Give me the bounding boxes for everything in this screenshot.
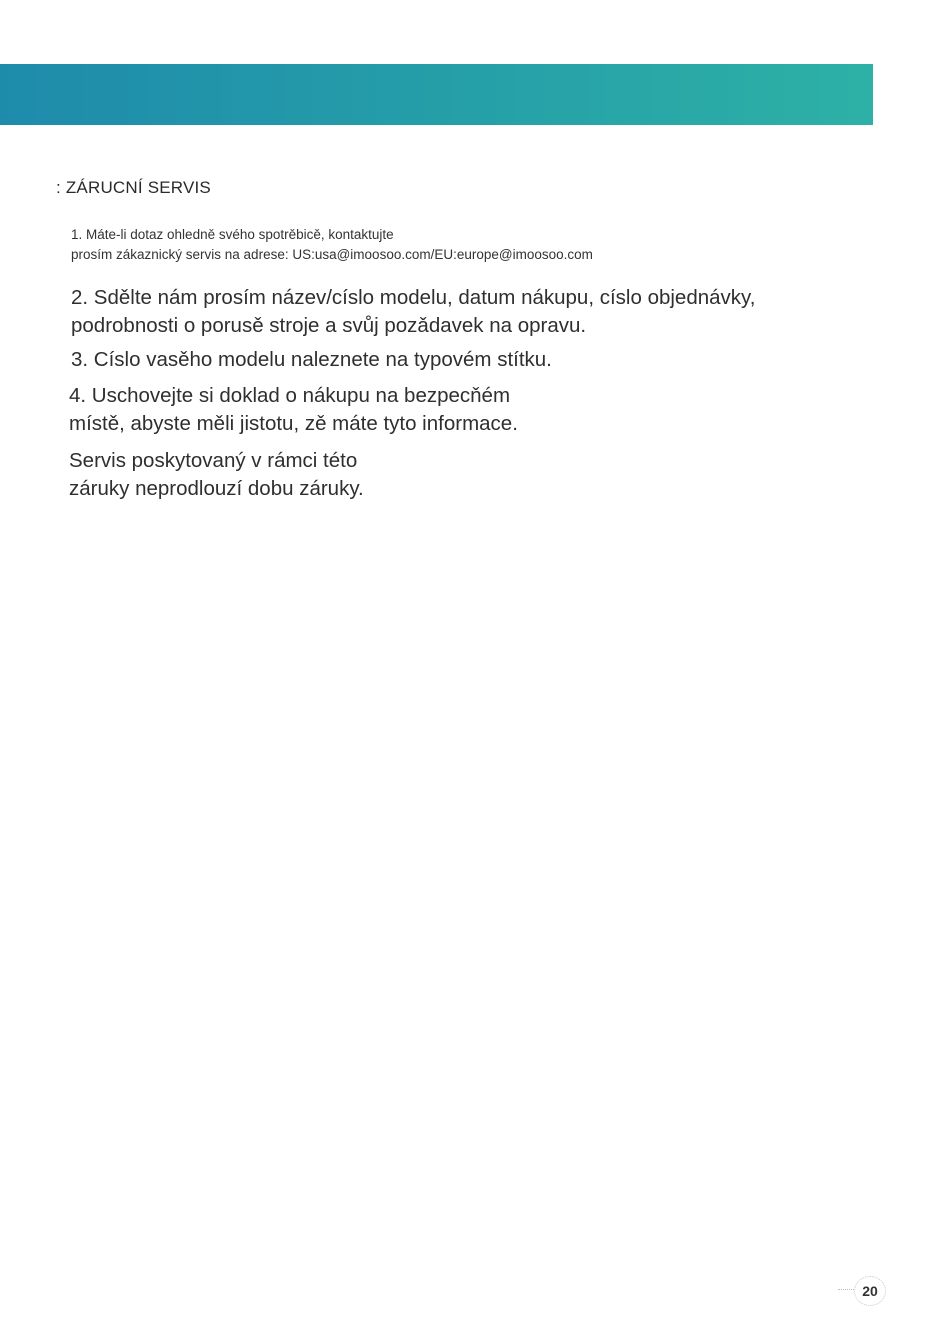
section-heading: : ZÁRUCNÍ SERVIS: [56, 178, 211, 197]
warranty-item-5-line-1: Servis poskytovaný v rámci této: [69, 449, 358, 472]
warranty-item-4-line-1: 4. Uschovejte si doklad o nákupu na bezpecňém: [69, 384, 511, 407]
warranty-item-2-line-1: 2. Sdělte nám prosím název/císlo modelu, datum nákupu, císlo objednávky,: [71, 286, 756, 309]
header-banner: [0, 64, 873, 125]
warranty-item-4-line-2: místě, abyste měli jistotu, zě máte tyto informace.: [69, 412, 518, 435]
warranty-item-4: [69, 382, 518, 438]
warranty-item-3: [71, 346, 552, 374]
warranty-item-2-line-2: podrobnosti o porusě stroje a svůj pozǎdavek na opravu.: [71, 314, 587, 337]
warranty-item-1-line-1: 1. Máte-li dotaz ohledně svého spotrěbicě, kontaktujte: [71, 227, 394, 242]
warranty-item-5: [69, 447, 364, 503]
warranty-item-2: [71, 284, 755, 340]
warranty-item-1-line-2: prosím zákaznický servis na adrese: US:usa@imoosoo.com/EU:europe@imoosoo.com: [71, 246, 593, 262]
warranty-item-5-line-2: záruky neprodlouzí dobu záruky.: [69, 477, 364, 500]
page-number: 20: [854, 1276, 886, 1306]
warranty-item-1: [71, 225, 593, 264]
warranty-item-3-line-1: 3. Císlo vasěho modelu naleznete na typovém stítku.: [71, 348, 552, 371]
page-number-dots: [838, 1289, 854, 1290]
